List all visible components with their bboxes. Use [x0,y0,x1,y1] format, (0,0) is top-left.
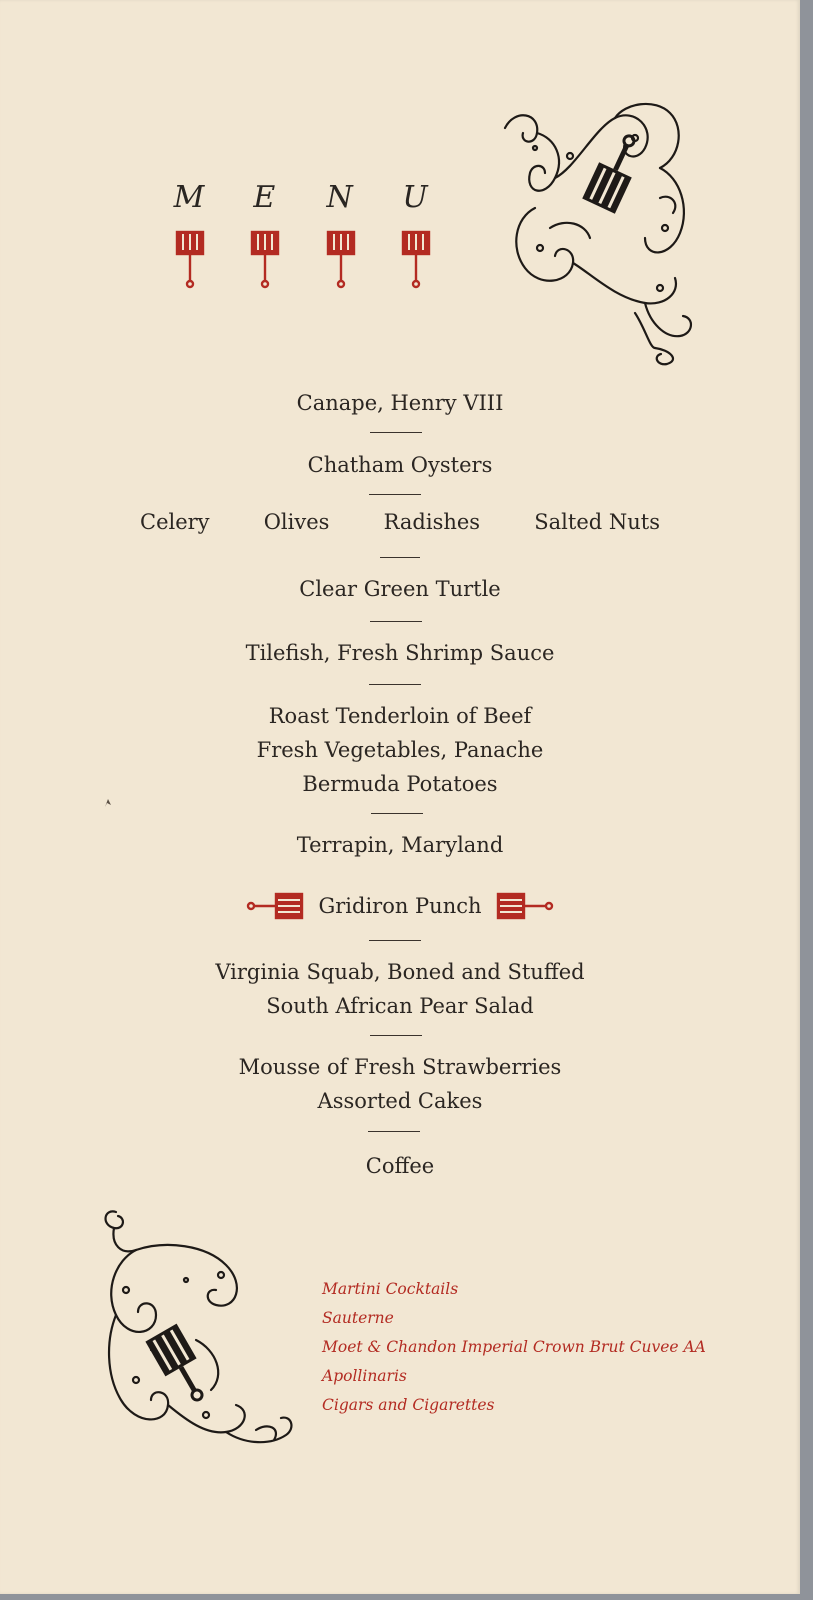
course-fish: Tilefish, Fresh Shrimp Sauce [245,641,555,665]
divider [370,1035,422,1036]
course-squab: Virginia Squab, Boned and Stuffed [215,960,585,984]
beverage-item: Cigars and Cigarettes [322,1396,495,1414]
course-roast-side: Fresh Vegetables, Panache [256,738,544,762]
grill-icon-row [168,230,438,290]
menu-letter: E [253,180,278,215]
course-canape: Canape, Henry VIII [296,391,504,415]
scan-background [0,1594,813,1600]
scan-background [800,0,813,1600]
relish-row [140,510,660,534]
scroll-ornament-icon [96,1200,296,1465]
beverage-item: Sauterne [322,1309,394,1327]
course-roast: Roast Tenderloin of Beef [268,704,532,728]
divider [368,1131,420,1132]
relish-item: Olives [263,510,330,534]
menu-letter: U [402,180,430,215]
menu-letter: N [326,180,355,215]
menu-heading [168,180,438,215]
course-soup: Clear Green Turtle [299,577,501,601]
divider [369,940,421,941]
menu-letter: M [173,180,207,215]
course-salad: South African Pear Salad [266,994,534,1018]
grill-left-icon [246,892,304,920]
grill-spatula-icon [319,230,363,290]
divider [380,557,420,558]
punch-course [0,892,800,920]
scroll-ornament-icon [495,98,700,366]
course-punch: Gridiron Punch [318,894,482,918]
divider [370,432,422,433]
paper-blemish [103,797,113,809]
divider [369,684,421,685]
course-oysters: Chatham Oysters [307,453,493,477]
course-cakes: Assorted Cakes [317,1089,483,1113]
grill-spatula-icon [394,230,438,290]
divider [369,494,421,495]
beverage-list [322,1275,706,1420]
relish-item: Salted Nuts [534,510,660,534]
divider [371,813,423,814]
beverage-item: Moet & Chandon Imperial Crown Brut Cuvee AA [322,1338,706,1356]
course-mousse: Mousse of Fresh Strawberries [238,1055,562,1079]
relish-item: Celery [140,510,210,534]
course-coffee: Coffee [365,1154,435,1178]
beverage-item: Martini Cocktails [322,1280,459,1298]
grill-spatula-icon [168,230,212,290]
grill-spatula-icon [243,230,287,290]
beverage-item: Apollinaris [322,1367,407,1385]
grill-right-icon [496,892,554,920]
divider [370,621,422,622]
relish-item: Radishes [383,510,481,534]
course-roast-side: Bermuda Potatoes [302,772,498,796]
course-terrapin: Terrapin, Maryland [296,833,504,857]
